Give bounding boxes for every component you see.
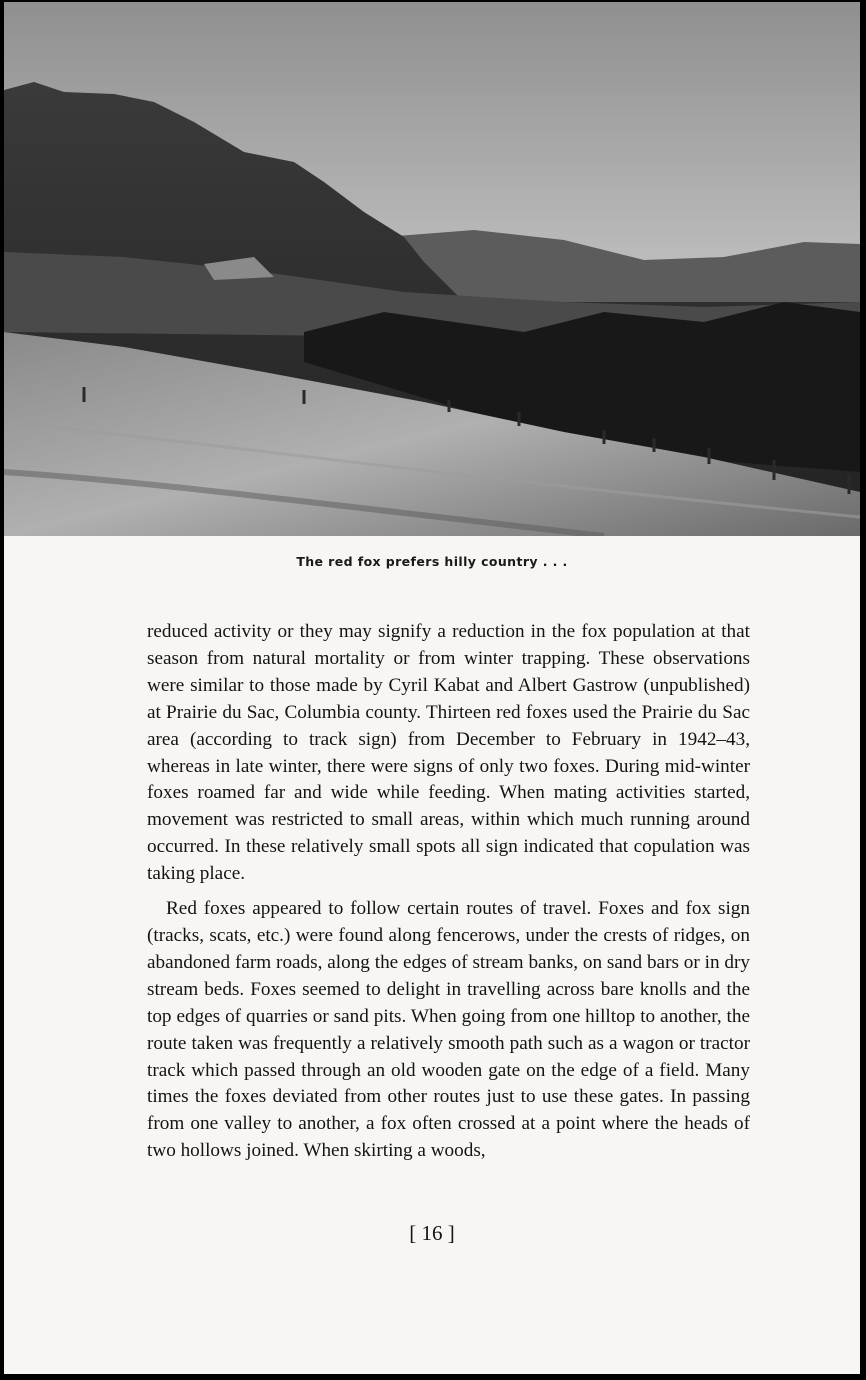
body-text: [147, 619, 750, 1165]
paragraph: Red foxes appeared to follow certain routes of travel. Foxes and fox sign (tracks, scats, etc.) were found along fencerows, under the crests of ridges, on abandoned farm roads, along the edges of stream banks, on sand bars or in dry stream beds. Foxes seemed to delight in travelling across bare knolls and the top edges of quarries or sand pits. When going from one hilltop to another, the route taken was frequently a relatively smooth path such as a wagon or tractor track which passed through an old wooden gate on the edge of a field. Many times the foxes deviated from other routes just to use these gates. In passing from one valley to another, a fox often crossed at a point where the heads of two hollows joined. When skirting a woods,: [147, 898, 750, 1162]
paragraph: reduced activity or they may signify a reduction in the fox population at that season from natural mortality or from winter trapping. These observations were similar to those made by Cyril Kabat and Albert Gastrow (unpublished) at Prairie du Sac, Columbia county. Thirteen red foxes used the Prairie du Sac area (according to track sign) from December to February in 1942–43, whereas in late winter, there were signs of only two foxes. During mid-winter foxes roamed far and wide while feeding. When mating activities started, movement was restricted to small areas, within which much running around occurred. In these relatively small spots all sign indicated that copulation was taking place.: [147, 621, 750, 885]
landscape-photo: [4, 2, 860, 536]
book-page: [4, 2, 860, 1374]
photo-caption: The red fox prefers hilly country . . .: [296, 554, 568, 569]
page-number: [ 16 ]: [409, 1221, 455, 1245]
